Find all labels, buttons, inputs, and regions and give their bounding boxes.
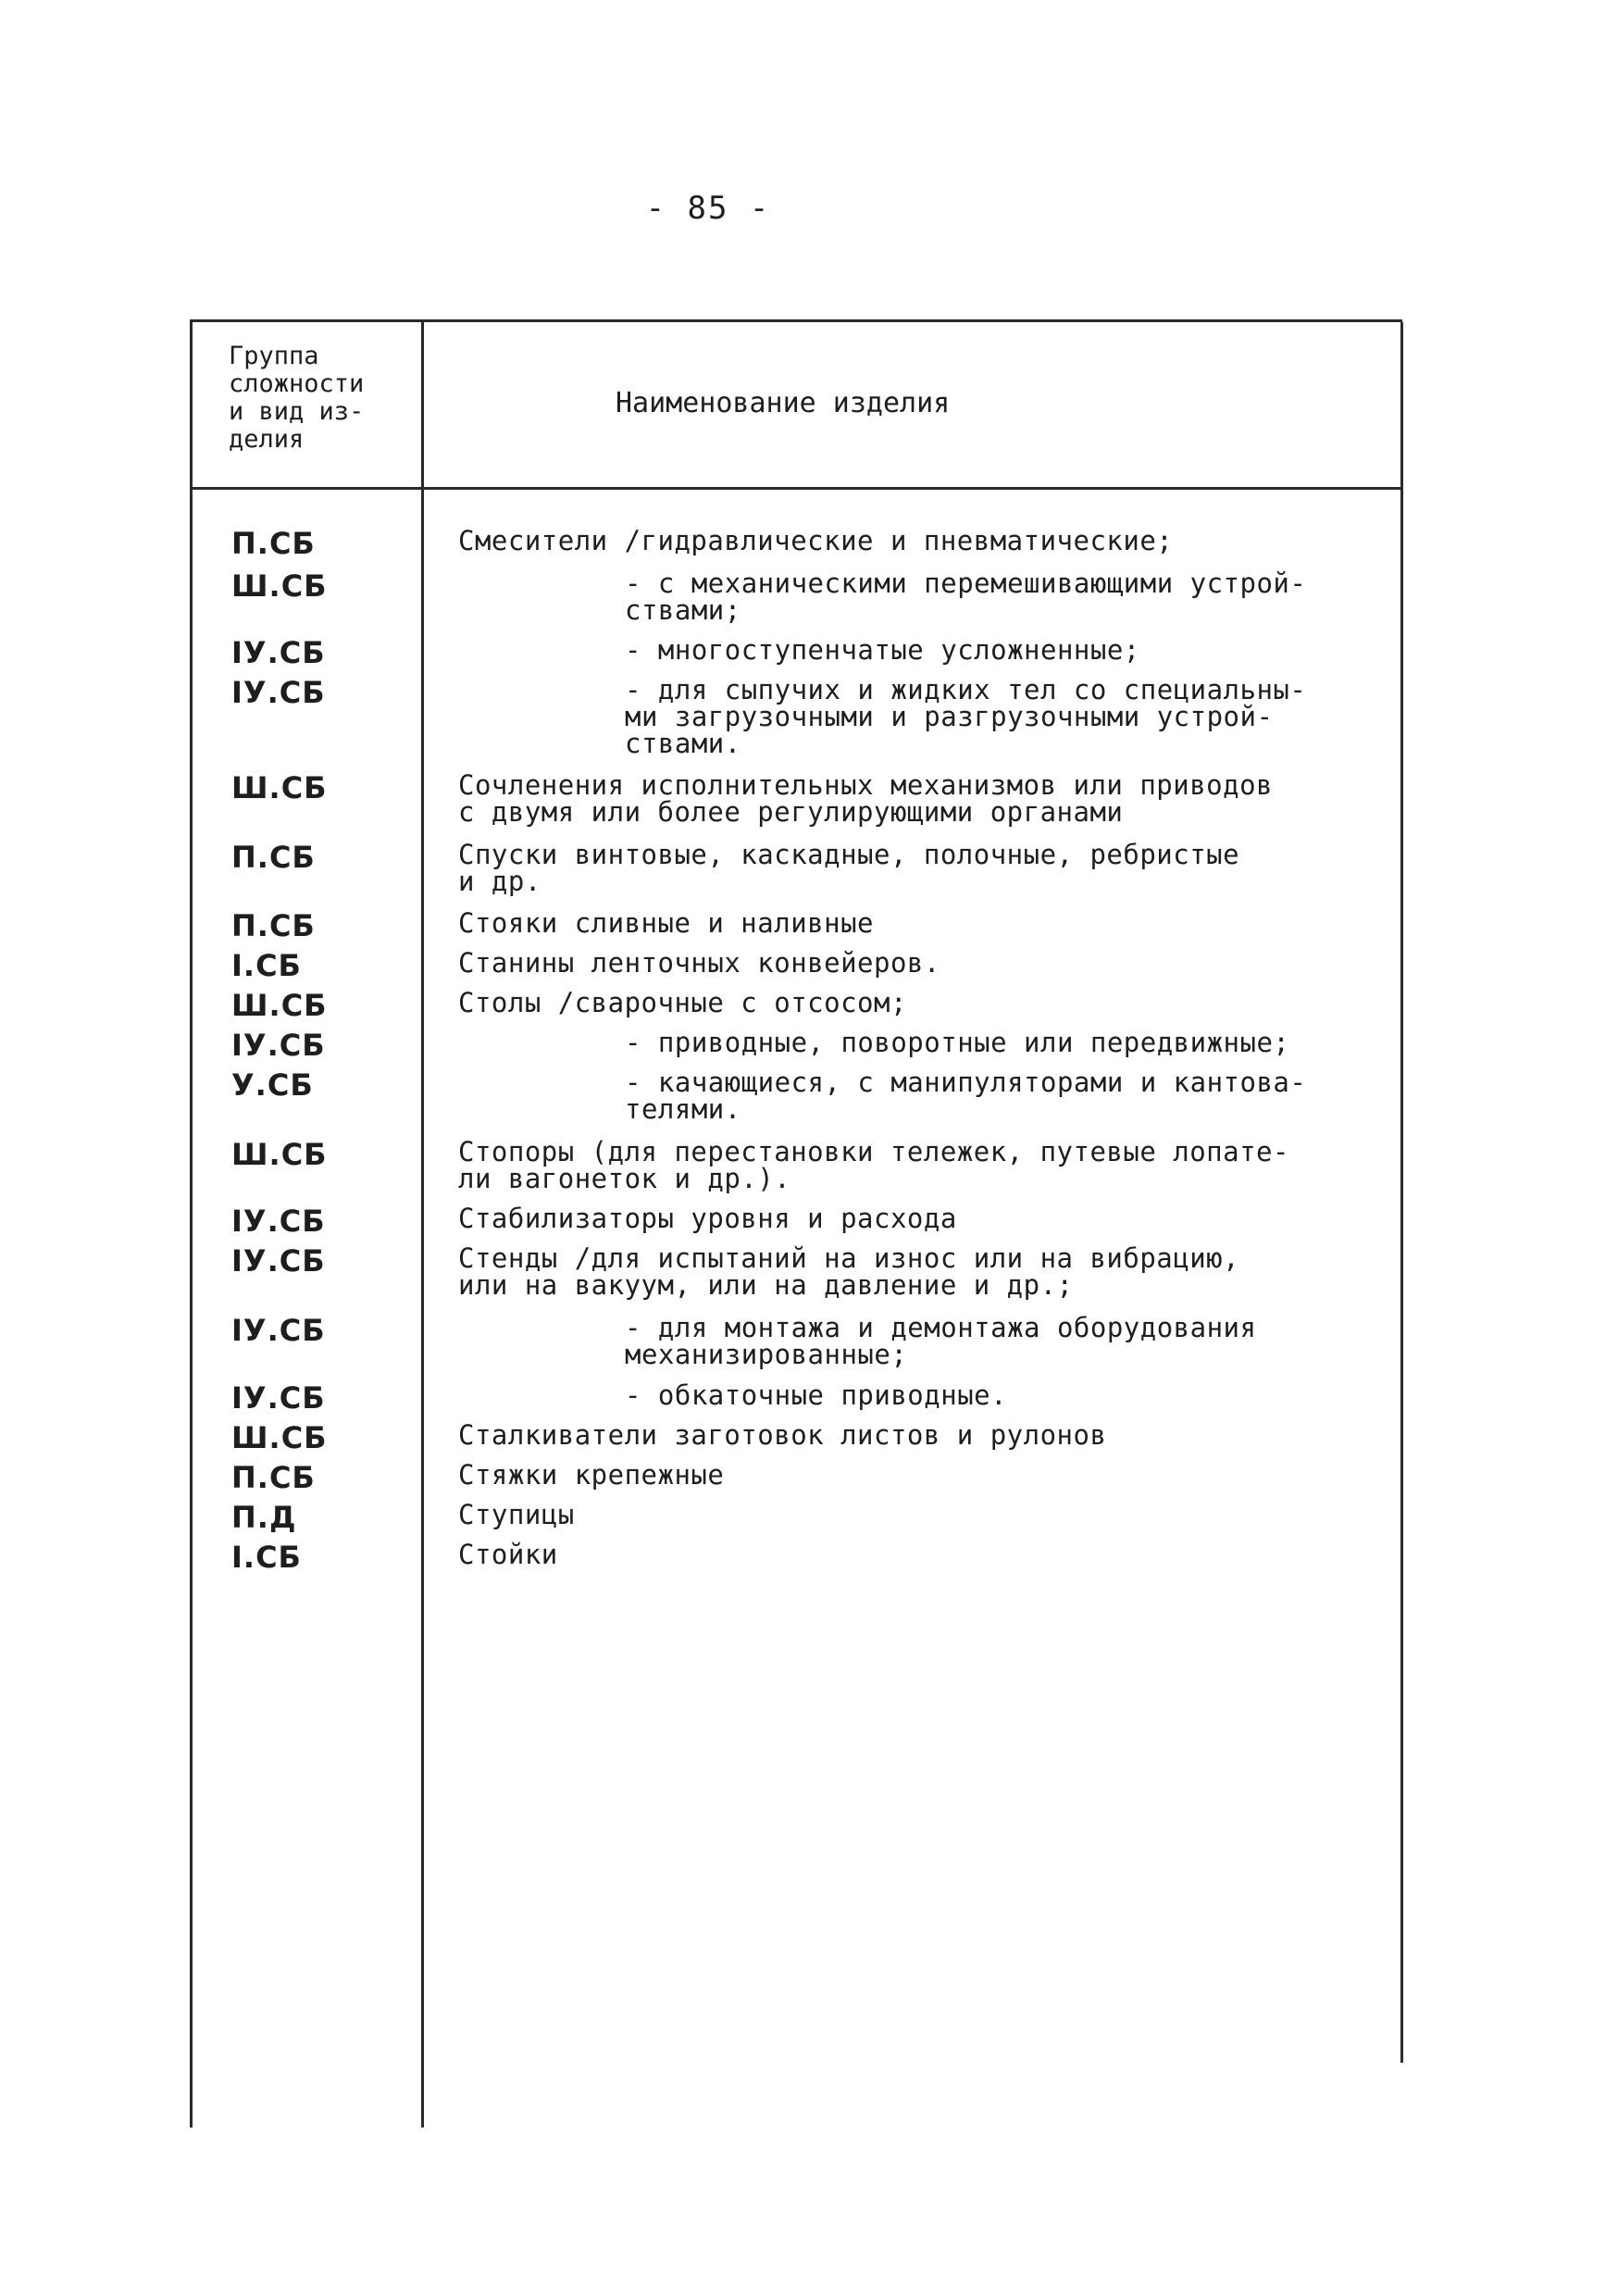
product-name: - многоступенчатые усложненные; [625,634,1140,666]
product-name: Стяжки крепежные [458,1459,725,1491]
complexity-code: П.СБ [231,840,316,875]
complexity-code: Ш.СБ [231,1137,328,1172]
product-name: Сочленения исполнительных механизмов или приводов с двумя или более регулирующими органами [458,769,1274,828]
table-row [190,1499,1402,1535]
product-name: Стояки сливные и наливные [458,907,874,939]
table-row [190,634,1402,670]
header-product-name: Наименование изделия [616,387,951,419]
complexity-code: Ш.СБ [231,1420,328,1455]
complexity-code: I.СБ [231,948,302,983]
product-name: Ступицы [458,1499,575,1530]
header-complexity-group: Группа сложности и вид из- делия [229,342,365,454]
product-name: - приводные, поворотные или передвижные; [625,1027,1290,1058]
table-row [190,1459,1402,1495]
table-row [190,1379,1402,1416]
complexity-code: Ш.СБ [231,568,328,604]
products-table [190,319,1402,2128]
table-header-divider [190,487,1402,490]
table-row [190,947,1402,983]
complexity-code: IУ.СБ [231,1313,326,1348]
complexity-code: Ш.СБ [231,770,328,805]
product-name: Стабилизаторы уровня и расхода [458,1203,957,1234]
table-row [190,1069,1402,1123]
product-name: Стойки [458,1539,558,1570]
complexity-code: IУ.СБ [231,1380,326,1416]
product-name: Спуски винтовые, каскадные, полочные, ребристые и др. [458,839,1240,897]
table-row [190,1136,1402,1194]
table-row [190,907,1402,943]
complexity-code: У.СБ [231,1067,314,1103]
page-number: - 85 - [645,190,771,227]
product-name: Стенды /для испытаний на износ или на вибрацию, или на вакуум, или на давление и др.; [458,1242,1240,1301]
table-row [190,1312,1402,1370]
complexity-code: IУ.СБ [231,635,326,670]
product-name: - качающиеся, с манипуляторами и кантова- телями. [625,1067,1307,1125]
product-name: Смесители /гидравлические и пневматические; [458,525,1174,556]
product-name: - для сыпучих и жидких тел со специальны- ми загрузочными и разгрузочными устрой- ствами. [625,674,1307,759]
product-name: - обкаточные приводные. [625,1379,1008,1411]
product-name: Сталкиватели заготовок листов и рулонов [458,1419,1107,1451]
table-row [190,570,1402,624]
table-row [190,987,1402,1023]
product-name: Стопоры (для перестановки тележек, путевые лопате- ли вагонеток и др.). [458,1136,1289,1194]
table-row [190,839,1402,897]
complexity-code: П.СБ [231,526,316,561]
complexity-code: I.СБ [231,1540,302,1575]
table-row [190,1242,1402,1301]
table-row [190,1027,1402,1063]
table-row [190,674,1402,759]
product-name: Станины ленточных конвейеров. [458,947,940,979]
complexity-code: П.СБ [231,908,316,943]
table-row [190,1203,1402,1239]
product-name: - для монтажа и демонтажа оборудования механизированные; [625,1312,1257,1370]
table-body [190,515,1402,1575]
table-row [190,525,1402,561]
complexity-code: П.СБ [231,1460,316,1495]
complexity-code: IУ.СБ [231,675,326,710]
table-row [190,1419,1402,1455]
table-row [190,769,1402,828]
table-row [190,1539,1402,1575]
complexity-code: IУ.СБ [231,1204,326,1239]
complexity-code: IУ.СБ [231,1028,326,1063]
complexity-code: Ш.СБ [231,988,328,1023]
product-name: Столы /сварочные с отсосом; [458,987,907,1018]
complexity-code: П.Д [231,1500,297,1535]
complexity-code: IУ.СБ [231,1243,326,1279]
product-name: - с механическими перемешивающими устрой- ствами; [625,568,1307,626]
